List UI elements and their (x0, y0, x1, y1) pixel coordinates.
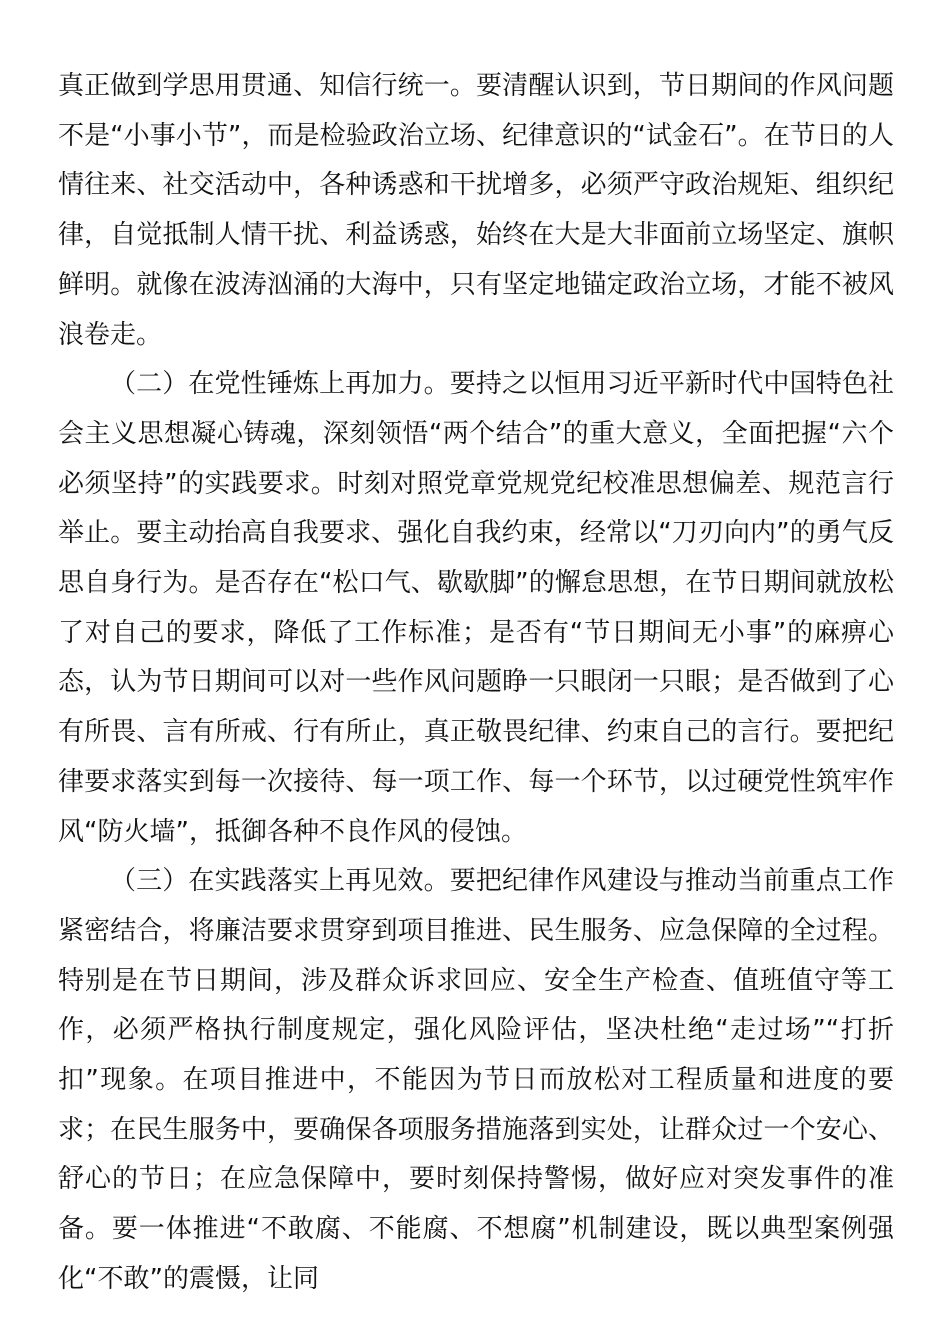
paragraph-political-stance: 真正做到学思用贯通、知信行统一。要清醒认识到，节日期间的作风问题不是“小事小节”，而是检验政治立场、纪律意识的“试金石”。在节日的人情往来、社交活动中，各种诱惑和干扰增多，必须严守政治规矩、组织纪律，自觉抵制人情干扰、利益诱惑，始终在大是大非面前立场坚定、旗帜鲜明。就像在波涛汹涌的大海中，只有坚定地锚定政治立场，才能不被风浪卷走。 (58, 71, 894, 350)
document-page (58, 62, 894, 1305)
paragraph-practice-implementation: （三）在实践落实上再见效。要把纪律作风建设与推动当前重点工作紧密结合，将廉洁要求贯穿到项目推进、民生服务、应急保障的全过程。特别是在节日期间，涉及群众诉求回应、安全生产检查、值班值守等工作，必须严格执行制度规定，强化风险评估，坚决杜绝“走过场”“打折扣”现象。在项目推进中，不能因为节日而放松对工程质量和进度的要求；在民生服务中，要确保各项服务措施落到实处，让群众过一个安心、舒心的节日；在应急保障中，要时刻保持警惕，做好应对突发事件的准备。要一体推进“不敢腐、不能腐、不想腐”机制建设，既以典型案例强化“不敢”的震慑，让同 (58, 866, 894, 1294)
paragraph-party-spirit: （二）在党性锤炼上再加力。要持之以恒用习近平新时代中国特色社会主义思想凝心铸魂，深刻领悟“两个结合”的重大意义，全面把握“六个必须坚持”的实践要求。时刻对照党章党规党纪校准思想偏差、规范言行举止。要主动抬高自我要求、强化自我约束，经常以“刀刃向内”的勇气反思自身行为。是否存在“松口气、歇歇脚”的懈怠思想，在节日期间就放松了对自己的要求，降低了工作标准；是否有“节日期间无小事”的麻痹心态，认为节日期间可以对一些作风问题睁一只眼闭一只眼；是否做到了心有所畏、言有所戒、行有所止，真正敬畏纪律、约束自己的言行。要把纪律要求落实到每一次接待、每一项工作、每一个环节，以过硬党性筑牢作风“防火墙”，抵御各种不良作风的侵蚀。 (58, 369, 894, 847)
